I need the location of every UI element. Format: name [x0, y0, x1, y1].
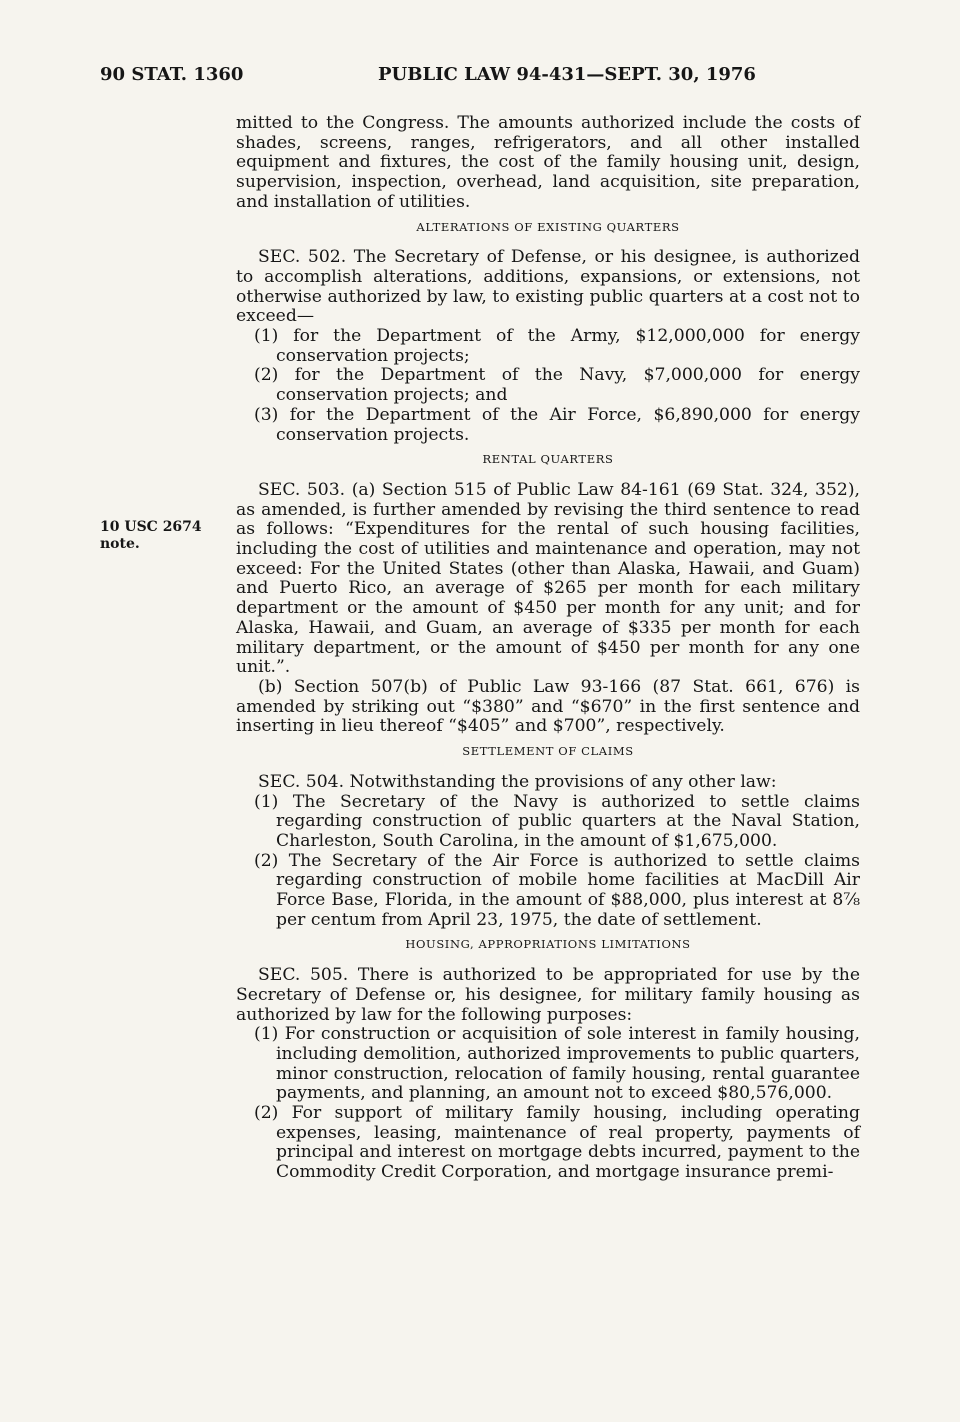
paragraph: SEC. 505. There is authorized to be appropriated for use by the Secretary of Defense or, his designee, for military family housing as authorized by law for the following purposes:	[236, 965, 860, 1025]
section-heading: HOUSING, APPROPRIATIONS LIMITATIONS	[405, 937, 691, 952]
document-body	[236, 114, 860, 1183]
public-law-title: PUBLIC LAW 94-431—SEPT. 30, 1976	[378, 64, 756, 85]
list-item: (1) for the Department of the Army, $12,000,000 for energy conservation projects;	[254, 326, 860, 366]
section-heading: SETTLEMENT OF CLAIMS	[462, 744, 634, 759]
page-header	[0, 64, 960, 88]
paragraph: SEC. 504. Notwithstanding the provisions of any other law:	[258, 771, 777, 792]
list-item: (1) The Secretary of the Navy is authorized to settle claims regarding construction of public quarters at the Naval Station, Charleston, South Carolina, in the amount of $1,675,000.	[254, 791, 860, 851]
paragraph: mitted to the Congress. The amounts authorized include the costs of shades, screens, ranges, refrigerators, and all other installed equipment and fixtures, the cost of the family housing unit, design, supervision, inspection, overhead, land acquisition, site preparation, and installation of utilities.	[236, 113, 860, 212]
paragraph: SEC. 502. The Secretary of Defense, or his designee, is authorized to accomplish alterations, additions, expansions, or extensions, not otherwise authorized by law, to existing public quarters at a cost not to exceed—	[236, 247, 860, 327]
statute-page-number: 90 STAT. 1360	[100, 64, 244, 85]
section-heading: RENTAL QUARTERS	[482, 452, 614, 467]
list-item: (2) The Secretary of the Air Force is authorized to settle claims regarding construction of mobile home facilities at MacDill Air Force Base, Florida, in the amount of $88,000, plus interest at 8⅞ per centum from April 23, 1975, the date of settlement.	[254, 850, 860, 930]
paragraph: (b) Section 507(b) of Public Law 93-166 (87 Stat. 661, 676) is amended by striking out “$380” and “$670” in the first sentence and inserting in lieu thereof “$405” and $700”, respectively.	[236, 676, 860, 737]
list-item: (1) For construction or acquisition of sole interest in family housing, including demolition, authorized improvements to public quarters, minor construction, relocation of family housing, rental guarantee payments, and planning, an amount not to exceed $80,576,000.	[254, 1024, 860, 1104]
list-item: (2) For support of military family housing, including operating expenses, leasing, maintenance of real property, payments of principal and interest on mortgage debts incurred, payment to the Commodity Credit Corporation, and mortgage insurance premi-	[254, 1103, 860, 1183]
list-item: (3) for the Department of the Air Force, $6,890,000 for energy conservation projects.	[254, 404, 860, 445]
paragraph: SEC. 503. (a) Section 515 of Public Law 84-161 (69 Stat. 324, 352), as amended, is further amended by revising the third sentence to read as follows: “Expenditures for the rental of such housing facilities, including the cost of utilities and maintenance and operation, may not exceed: For the United States (other than Alaska, Hawaii, and Guam) and Puerto Rico, an average of $265 per month for each military department or the amount of $450 per month for any unit; and for Alaska, Hawaii, and Guam, an average of $335 per month for each military department, or the amount of $450 per month for any one unit.”.	[236, 479, 860, 678]
section-heading: ALTERATIONS OF EXISTING QUARTERS	[416, 219, 680, 234]
margin-citation-note: 10 USC 2674 note.	[100, 519, 202, 552]
list-item: (2) for the Department of the Navy, $7,000,000 for energy conservation projects; and	[254, 365, 860, 406]
